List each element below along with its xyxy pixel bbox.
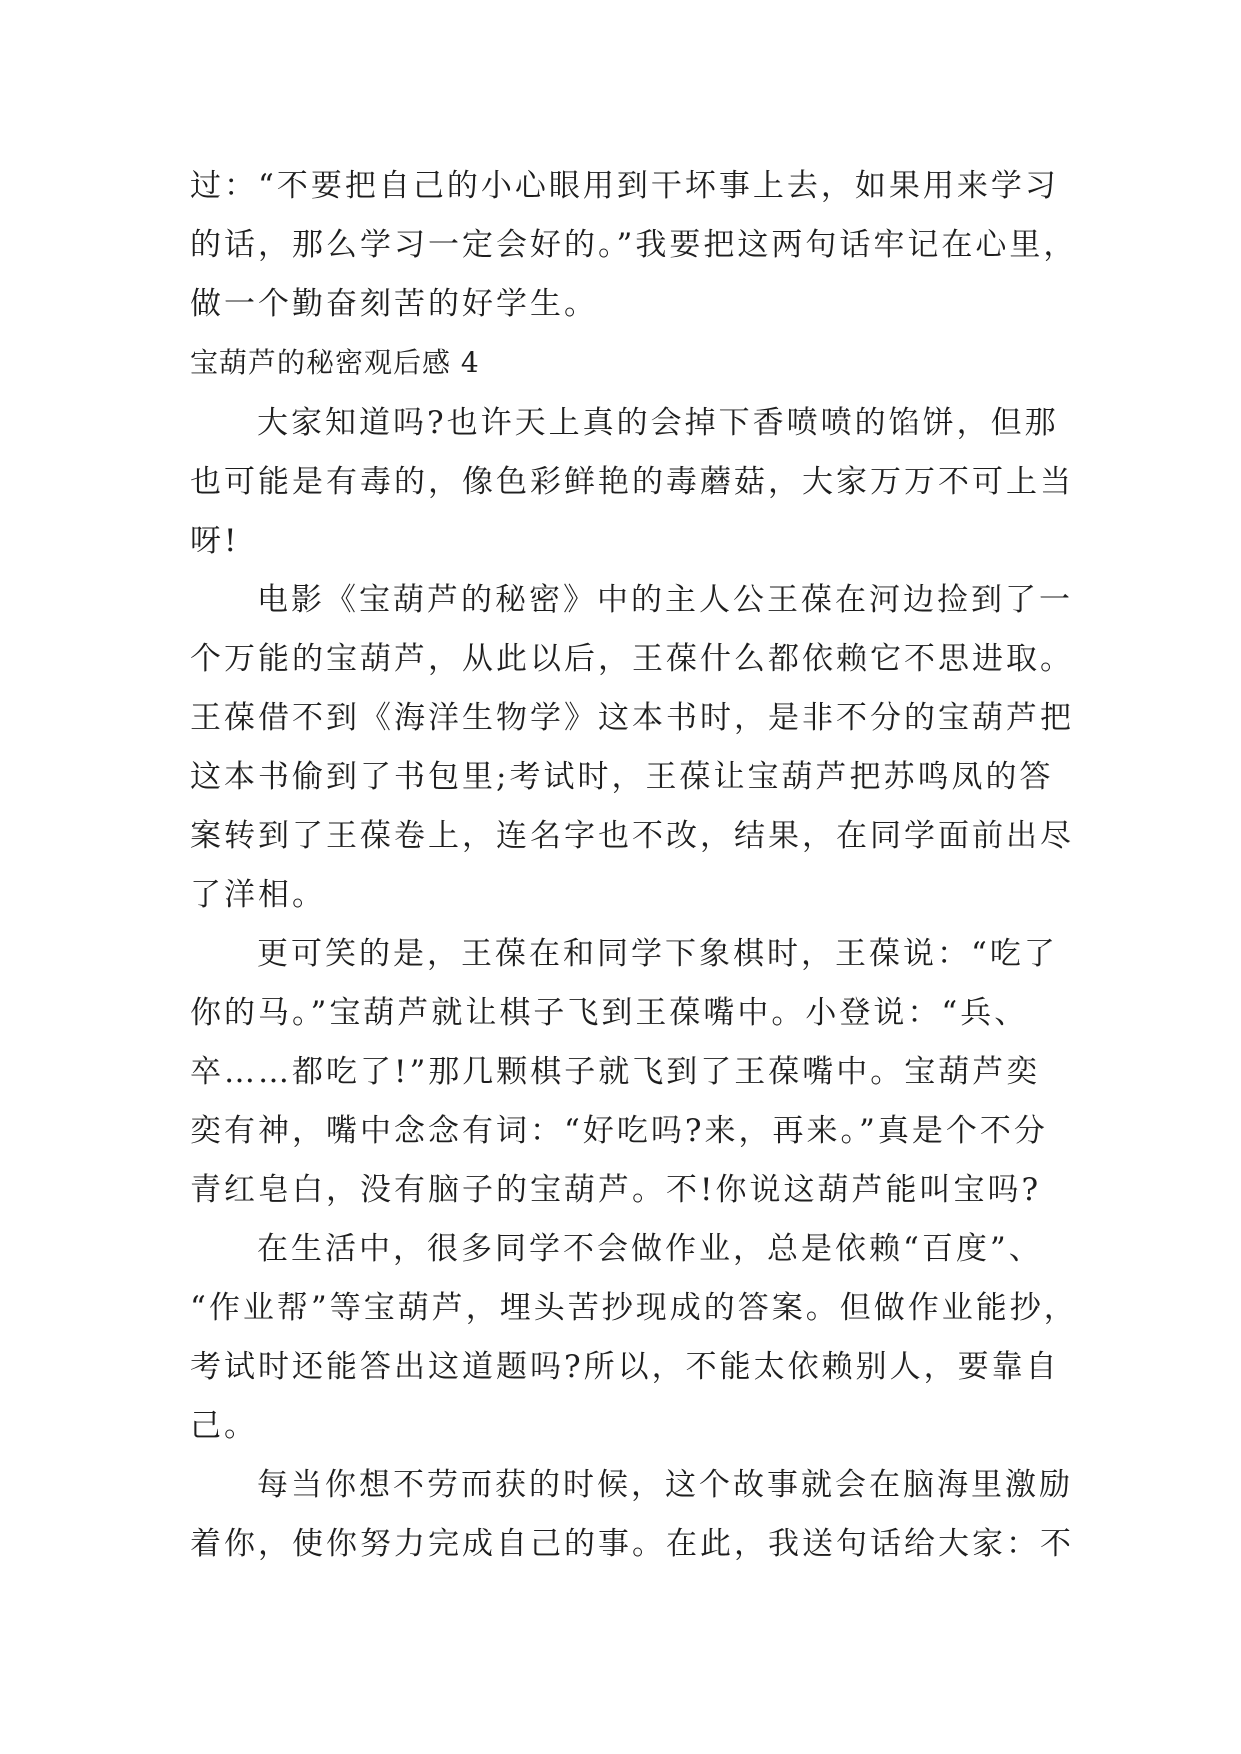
text-line: 电影《宝葫芦的秘密》中的主人公王葆在河边捡到了一: [257, 582, 1073, 618]
text-line: 做一个勤奋刻苦的好学生。: [190, 286, 598, 322]
text-line: 青红皂白，没有脑子的宝葫芦。不!你说这葫芦能叫宝吗?: [190, 1172, 1042, 1208]
text-line: 考试时还能答出这道题吗?所以，不能太依赖别人，要靠自: [190, 1349, 1060, 1385]
text-line: 呀!: [190, 523, 240, 559]
text-line: 了洋相。: [190, 877, 326, 913]
text-line: 这本书偷到了书包里;考试时，王葆让宝葫芦把苏鸣凤的答: [190, 759, 1054, 795]
text-line: “作业帮”等宝葫芦，埋头苦抄现成的答案。但做作业能抄，: [190, 1290, 1078, 1326]
section-heading: 宝葫芦的秘密观后感 4: [190, 346, 480, 379]
text-line: 卒……都吃了!”那几颗棋子就飞到了王葆嘴中。宝葫芦奕: [190, 1054, 1041, 1090]
text-line: 每当你想不劳而获的时候，这个故事就会在脑海里激励: [257, 1467, 1073, 1503]
text-line: 过：“不要把自己的小心眼用到干坏事上去，如果用来学习: [190, 168, 1059, 204]
text-line: 案转到了王葆卷上，连名字也不改，结果，在同学面前出尽: [190, 818, 1074, 854]
text-line: 着你，使你努力完成自己的事。在此，我送句话给大家：不: [190, 1526, 1074, 1562]
text-line: 你的马。”宝葫芦就让棋子飞到王葆嘴中。小登说：“兵、: [190, 995, 1029, 1031]
text-line: 在生活中，很多同学不会做作业，总是依赖“百度”、: [257, 1231, 1043, 1267]
text-line: 己。: [190, 1408, 258, 1444]
text-line: 大家知道吗?也许天上真的会掉下香喷喷的馅饼，但那: [257, 405, 1059, 441]
text-line: 更可笑的是，王葆在和同学下象棋时，王葆说：“吃了: [257, 936, 1058, 972]
text-line: 王葆借不到《海洋生物学》这本书时，是非不分的宝葫芦把: [190, 700, 1074, 736]
text-line: 也可能是有毒的，像色彩鲜艳的毒蘑菇，大家万万不可上当: [190, 464, 1074, 500]
text-line: 的话，那么学习一定会好的。”我要把这两句话牢记在心里，: [190, 227, 1078, 263]
text-line: 个万能的宝葫芦，从此以后，王葆什么都依赖它不思进取。: [190, 641, 1074, 677]
text-line: 奕有神，嘴中念念有词：“好吃吗?来，再来。”真是个不分: [190, 1113, 1048, 1149]
